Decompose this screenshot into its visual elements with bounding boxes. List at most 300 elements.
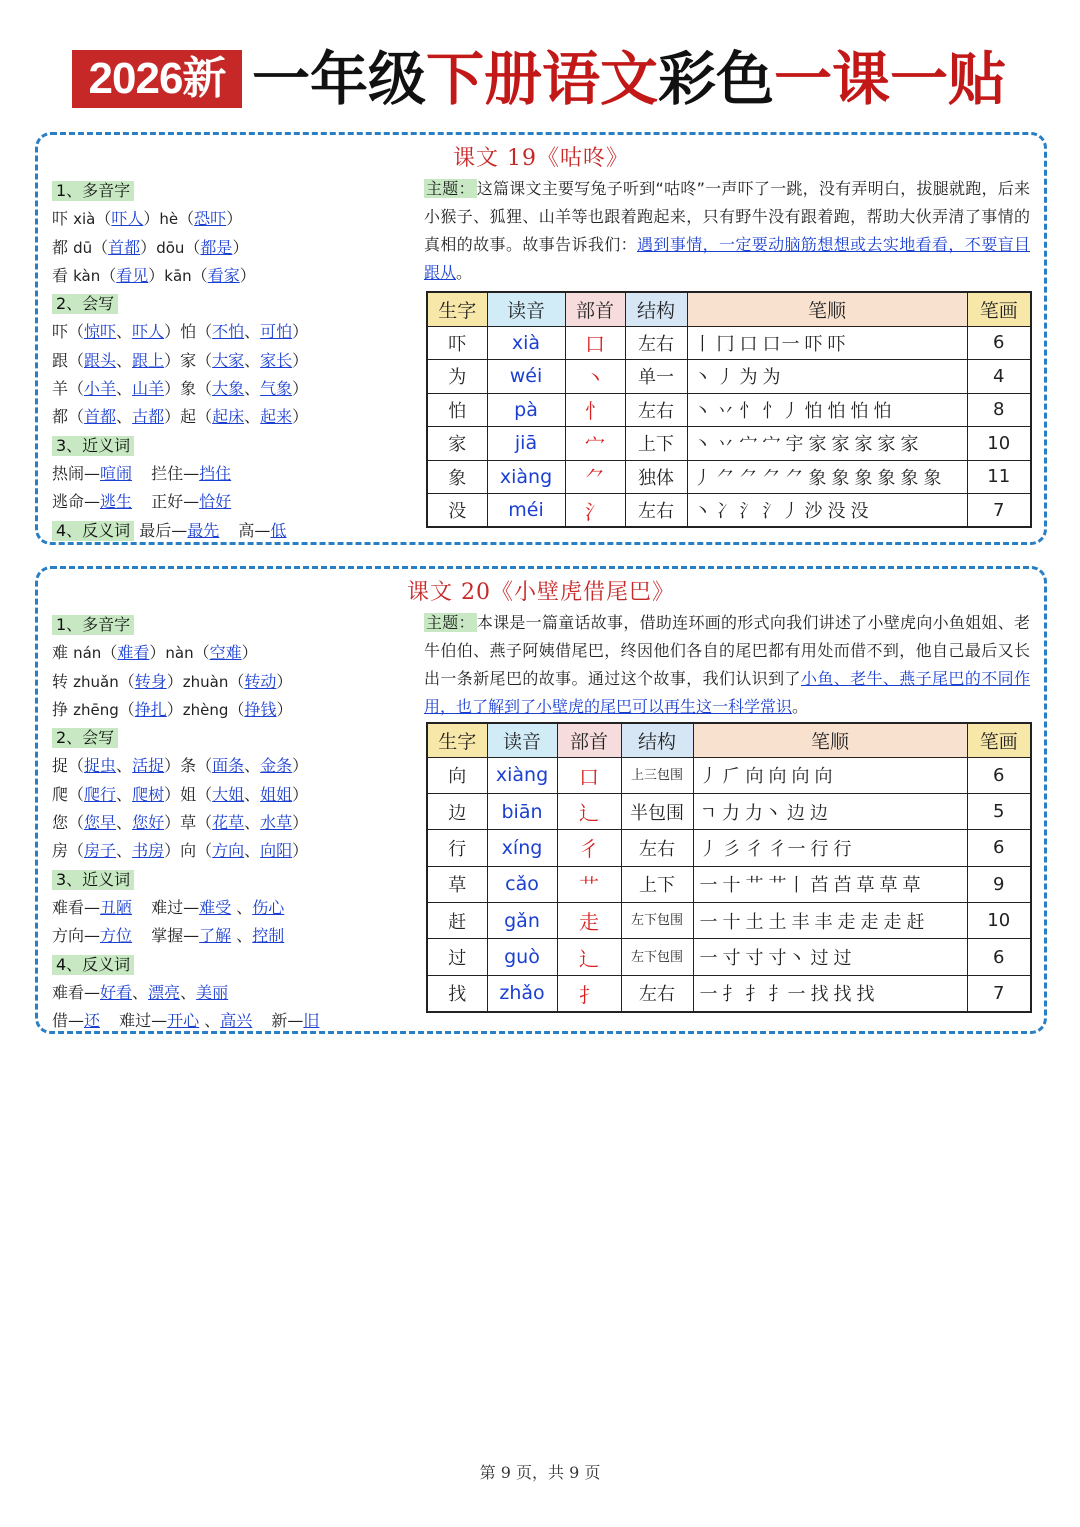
cell-structure: 独体 [625,460,687,494]
cell-stroke-count: 5 [967,793,1031,829]
synonym-link[interactable]: 伤心 [252,897,285,917]
stroke-step: ⺈ [785,467,805,489]
cell-radical: 宀 [565,427,625,461]
huixie-line: 羊（小羊、山羊）象（大象、气象） [52,379,309,399]
antonym-link[interactable]: 旧 [303,1011,320,1031]
lesson-theme [424,609,1030,721]
stroke-step: 草 [902,875,922,897]
synonym-link[interactable]: 逃生 [100,492,133,512]
stroke-step: 氵 [739,501,759,522]
theme-highlight[interactable]: 小鱼、老牛、燕子尾巴的不同作用，也了解到了小壁虎的尾巴可以再生这一科学常识 [424,669,1030,716]
lesson-title: 课文 20《小壁虎借尾巴》 [407,580,675,605]
stroke-step: 家 [877,434,897,456]
antonym-link[interactable]: 还 [84,1011,101,1031]
cell-stroke-order [693,939,967,975]
word-link[interactable]: 山羊 [132,379,165,399]
cell-char: 行 [427,830,487,866]
stroke-step: 一 [699,875,719,897]
huixie-line: 爬（爬行、爬树）姐（大姐、姐姐） [52,784,309,804]
stroke-step: 边 [809,802,829,824]
char: 羊 [52,379,69,399]
word-link[interactable]: 爬行 [84,784,117,804]
theme-highlight[interactable]: 遇到事情，一定要动脑筋想想或去实地看看，不要盲目跟从 [424,235,1030,282]
cell-char: 找 [427,975,487,1011]
cell-structure: 左下包围 [621,939,693,975]
stroke-step: 丰 [791,911,811,933]
pinyin: dōu [156,238,185,257]
synonym-link[interactable]: 恰好 [199,492,232,512]
stroke-step: 𠂆 [722,766,742,788]
antonym-link[interactable]: 美丽 [196,982,229,1002]
char: 草 [180,813,197,833]
char: 向 [180,841,197,861]
char: 吓 [52,209,69,229]
pinyin: dū [73,238,93,257]
huixie-line: 都（首都、古都）起（起床、起来） [52,407,309,427]
pinyin: zhuàn [182,672,229,691]
stroke-step: 向 [791,766,811,788]
stroke-step: 边 [786,802,806,824]
cell-pinyin: xià [487,326,565,360]
theme-text: 本课是一篇童话故事，借助连环画的形式向我们讲述了小壁虎向小鱼姐姐、老牛伯伯、燕子阿姨借尾巴，终因他们各自的尾巴都有用处而借不到，他自己最后又长出一条新尾巴的故事。通过这个故事，我们认识到了 [424,613,1030,688]
duoyinzi-line: 看 kàn（看见）kān（看家） [52,265,256,285]
pinyin: nàn [165,644,194,663]
pinyin: kān [164,266,192,285]
stroke-step: 艹 [745,875,765,897]
char: 挣 [52,699,69,719]
char: 家 [180,350,197,370]
lesson-theme [424,175,1030,287]
title-part-1: 一年级 [252,45,427,113]
table-row [427,939,1031,975]
section-label-fanyi: 4、反义词 [52,521,134,541]
section-label-duoyinzi: 1、多音字 [52,181,134,201]
table-row [427,866,1031,902]
cell-char: 象 [427,460,487,494]
stroke-step: 丨 [693,333,713,355]
stroke-step: 艹丨 [768,875,807,897]
cell-structure: 上三包围 [621,757,693,793]
header-structure: 结构 [621,723,693,757]
table-row [427,757,1031,793]
stroke-step: 家 [808,434,828,456]
cell-char: 吓 [427,326,487,360]
table-row [427,393,1031,427]
word-link[interactable]: 书房 [132,841,165,861]
cell-pinyin: wéi [487,360,565,394]
word-link[interactable]: 水草 [260,813,293,833]
stroke-step: 丷 [716,434,736,456]
duoyinzi-line: 转 zhuǎn（转身）zhuàn（转动） [52,671,293,691]
duoyinzi-line: 吓 xià（吓人）hè（恐吓） [52,209,243,229]
cell-structure: 左右 [625,393,687,427]
cell-stroke-order [687,360,967,394]
huixie-line: 捉（捉虫、活捉）条（面条、金条） [52,756,309,776]
character-table [426,291,1032,528]
cell-radical: 辶 [557,939,621,975]
word-link[interactable]: 首都 [84,407,117,427]
word-link[interactable]: 姐姐 [260,784,293,804]
page-title [252,44,1006,114]
cell-pinyin: jiā [487,427,565,461]
word-link[interactable]: 转身 [134,671,167,691]
word-link[interactable]: 花草 [212,813,245,833]
word: 难过 [151,897,184,917]
char: 跟 [52,350,69,370]
table-row [427,360,1031,394]
word-link[interactable]: 吓人 [111,209,144,229]
pinyin: zhēng [73,700,119,719]
char: 转 [52,671,69,691]
header-stroke-count: 笔画 [967,723,1031,757]
lesson-panel-19 [35,132,1047,545]
cell-structure: 单一 [625,360,687,394]
stroke-step: 扌 [745,984,765,1006]
stroke-step: 向 [814,766,834,788]
word: 热闹 [52,463,85,483]
stroke-step: ㄱ [699,802,718,824]
stroke-step: 吓 [827,333,847,355]
word-link[interactable]: 难看 [117,643,150,663]
cell-char: 赶 [427,903,487,939]
stroke-step: ⺈ [716,467,736,489]
cell-stroke-count: 10 [967,427,1031,461]
cell-pinyin: xíng [487,830,557,866]
stroke-step: 口 [739,333,759,355]
pinyin: zhèng [182,700,229,719]
stroke-step: 冂 [716,333,736,355]
stroke-step: 苩 [833,875,853,897]
word-link[interactable]: 向阳 [260,841,293,861]
cell-pinyin: gǎn [487,903,557,939]
stroke-step: 寸 [722,948,742,970]
stroke-step: 丿 [699,766,719,788]
cell-radical: 扌 [557,975,621,1011]
header-char: 生字 [427,723,487,757]
pinyin: zhuǎn [73,672,119,691]
stroke-step: 冫 [716,501,736,522]
table-row [427,830,1031,866]
stroke-step: 丿 [716,367,736,389]
table-row [427,326,1031,360]
word-link[interactable]: 方向 [212,841,245,861]
stroke-step: 丶 [693,400,713,422]
stroke-step: 为 [739,367,759,389]
table-row [427,494,1031,528]
word-link[interactable]: 活捉 [132,756,165,776]
cell-structure: 上下 [621,866,693,902]
cell-char: 家 [427,427,487,461]
section-label-fanyi: 4、反义词 [52,955,134,975]
cell-stroke-order [687,460,967,494]
cell-stroke-count: 6 [967,830,1031,866]
cell-char: 为 [427,360,487,394]
word: 正好 [151,492,184,512]
stroke-step: ⺈ [762,467,782,489]
stroke-step: 彡 [722,838,742,860]
cell-pinyin: méi [487,494,565,528]
jinyi-line: 逃命—逃生 正好—恰好 [52,492,232,512]
stroke-step: 丿 [699,838,719,860]
cell-structure: 半包围 [621,793,693,829]
antonym-link[interactable]: 开心 [167,1011,200,1031]
pinyin: xià [73,210,96,229]
stroke-step: 沙 [804,501,824,522]
word-link[interactable]: 古都 [132,407,165,427]
synonym-link[interactable]: 控制 [252,926,285,946]
cell-radical: 口 [557,757,621,793]
stroke-step: 丶 [693,434,713,456]
word-link[interactable]: 大姐 [212,784,245,804]
cell-stroke-count: 6 [967,757,1031,793]
section-label-huixie: 2、会写 [52,294,118,314]
stroke-step: 寸丶 [768,948,807,970]
stroke-step: 怕 [850,400,870,422]
stroke-step: 宀 [739,434,759,456]
char: 看 [52,265,69,285]
char: 难 [52,643,69,663]
cell-stroke-count: 6 [967,326,1031,360]
synonym-link[interactable]: 丑陋 [100,897,133,917]
stroke-step: 家 [900,434,920,456]
word-link[interactable]: 房子 [84,841,117,861]
cell-pinyin: pà [487,393,565,427]
char: 捉 [52,756,69,776]
cell-stroke-order [687,393,967,427]
stroke-step: 力 [721,802,741,824]
stroke-step: 象 [808,467,828,489]
char: 房 [52,841,69,861]
stroke-step: 丶 [693,501,713,522]
char: 您 [52,813,69,833]
word-link[interactable]: 爬树 [132,784,165,804]
table-row [427,460,1031,494]
synonym-link[interactable]: 方位 [100,926,133,946]
pinyin: nán [73,644,102,663]
synonym-link[interactable]: 喧闹 [100,463,133,483]
stroke-step: 过 [833,948,853,970]
stroke-step: 象 [831,467,851,489]
word-link[interactable]: 大象 [212,379,245,399]
stroke-step: 氵丿 [762,501,801,522]
word-link[interactable]: 起来 [260,407,293,427]
section-label-huixie: 2、会写 [52,728,118,748]
header-pinyin: 读音 [487,723,557,757]
theme-end: 。 [792,697,809,716]
stroke-step: 土 [745,911,765,933]
stroke-step: 行 [810,838,830,860]
stroke-step: 力丶 [744,802,783,824]
header-radical: 部首 [557,723,621,757]
duoyinzi-line: 难 nán（难看）nàn（空难） [52,643,258,663]
antonym-link[interactable]: 最先 [187,520,220,540]
cell-pinyin: guò [487,939,557,975]
stroke-step: 走 [883,911,903,933]
word: 逃命 [52,492,85,512]
word-link[interactable]: 挣钱 [244,699,277,719]
page-footer: 第 9 页，共 9 页 [479,1463,601,1482]
cell-radical: 丶 [565,360,625,394]
word-link[interactable]: 您早 [84,813,117,833]
word: 拦住 [151,463,184,483]
synonym-link[interactable]: 了解 [199,926,232,946]
word-link[interactable]: 惊吓 [84,322,117,342]
header-radical: 部首 [565,292,625,326]
duoyinzi-line: 挣 zhēng（挣扎）zhèng（挣钱） [52,699,293,719]
word-link[interactable]: 吓人 [132,322,165,342]
word-link[interactable]: 都是 [200,237,233,257]
header-pinyin: 读音 [487,292,565,326]
stroke-step: 找 [833,984,853,1006]
cell-stroke-count: 8 [967,393,1031,427]
word-link[interactable]: 大家 [212,350,245,370]
cell-structure: 左右 [621,975,693,1011]
vocab-column [52,177,422,545]
word-link[interactable]: 挣扎 [134,699,167,719]
stroke-step: 扌一 [768,984,807,1006]
cell-structure: 上下 [625,427,687,461]
page-header [0,44,1080,116]
word-link[interactable]: 恐吓 [194,209,227,229]
stroke-step: 怕 [804,400,824,422]
synonym-link[interactable]: 难受 [199,897,232,917]
cell-stroke-count: 9 [967,866,1031,902]
header-stroke-count: 笔画 [967,292,1031,326]
word: 难看 [52,897,85,917]
stroke-step: 走 [860,911,880,933]
stroke-step: 家 [831,434,851,456]
stroke-step: 忄丿 [762,400,801,422]
word-link[interactable]: 小羊 [84,379,117,399]
char: 条 [180,756,197,776]
stroke-step: 一 [699,911,719,933]
word-link[interactable]: 看见 [116,265,149,285]
cell-stroke-count: 6 [967,939,1031,975]
cell-structure: 左右 [621,830,693,866]
antonym-link[interactable]: 好看 [100,982,133,1002]
cell-stroke-count: 11 [967,460,1031,494]
duoyinzi-line: 都 dū（首都）dōu（都是） [52,237,249,257]
stroke-step: 丿 [693,467,713,489]
cell-stroke-order [693,975,967,1011]
stroke-step: 草 [856,875,876,897]
synonym-link[interactable]: 挡住 [199,463,232,483]
cell-structure: 左右 [625,326,687,360]
word-link[interactable]: 起床 [212,407,245,427]
jinyi-line: 热闹—喧闹 拦住—挡住 [52,463,232,483]
stroke-step: 扌 [722,984,742,1006]
antonym-link[interactable]: 高兴 [220,1011,253,1031]
word: 借 [52,1011,69,1031]
word-link[interactable]: 捉虫 [84,756,117,776]
stroke-step: 象 [923,467,943,489]
stroke-step: 口一 [762,333,801,355]
word-link[interactable]: 跟上 [132,350,165,370]
stroke-step: 丶 [693,367,713,389]
huixie-line: 跟（跟头、跟上）家（大家、家长） [52,350,309,370]
cell-stroke-count: 10 [967,903,1031,939]
stroke-step: 象 [900,467,920,489]
jinyi-line: 方向—方位 掌握—了解 、控制 [52,926,285,946]
word: 掌握 [151,926,184,946]
header-structure: 结构 [625,292,687,326]
word: 新 [271,1011,288,1031]
cell-stroke-order [687,326,967,360]
char: 爬 [52,784,69,804]
stroke-step: 寸 [745,948,765,970]
stroke-step: 向 [768,766,788,788]
char: 起 [180,407,197,427]
word-link[interactable]: 跟头 [84,350,117,370]
word-link[interactable]: 气象 [260,379,293,399]
word-link[interactable]: 看家 [207,265,240,285]
stroke-step: ⺈ [739,467,759,489]
cell-radical: ⺈ [565,460,625,494]
word: 高 [238,520,255,540]
stroke-step: 草 [879,875,899,897]
antonym-link[interactable]: 低 [270,520,287,540]
huixie-line: 您（您早、您好）草（花草、水草） [52,813,309,833]
word: 方向 [52,926,85,946]
stroke-step: 忄 [739,400,759,422]
stroke-step: 向 [745,766,765,788]
cell-stroke-order [693,793,967,829]
stroke-step: 一 [699,984,719,1006]
cell-stroke-order [693,903,967,939]
theme-text: 这篇课文主要写兔子听到“咕咚”一声吓了一跳，没有弄明白，拔腿就跑，后来小猴子、狐狸、山羊等也跟着跑起来，只有野牛没有跟着跑，帮助大伙弄清了事情的真相的故事。故事告诉我们： [424,179,1030,254]
stroke-step: 怕 [873,400,893,422]
char: 象 [180,379,197,399]
word-link[interactable]: 家长 [260,350,293,370]
stroke-step: 十 [722,911,742,933]
cell-char: 边 [427,793,487,829]
cell-char: 向 [427,757,487,793]
stroke-step: 彳一 [768,838,807,860]
cell-stroke-count: 7 [967,975,1031,1011]
vocab-column [52,611,422,1035]
table-row [427,793,1031,829]
stroke-step: 彳 [745,838,765,860]
cell-char: 草 [427,866,487,902]
word-link[interactable]: 空难 [209,643,242,663]
antonym-link[interactable]: 漂亮 [148,982,181,1002]
word-link[interactable]: 金条 [260,756,293,776]
cell-stroke-order [693,757,967,793]
word-link[interactable]: 首都 [108,237,141,257]
word-link[interactable]: 转动 [244,671,277,691]
table-row [427,903,1031,939]
cell-char: 没 [427,494,487,528]
cell-pinyin: xiàng [487,757,557,793]
stroke-step: 走 [837,911,857,933]
word-link[interactable]: 您好 [132,813,165,833]
cell-char: 过 [427,939,487,975]
header-stroke-order: 笔顺 [687,292,967,326]
word-link[interactable]: 不怕 [212,322,245,342]
stroke-step: 十 [722,875,742,897]
year-badge: 2026新 [72,50,242,108]
stroke-step: 宀 [762,434,782,456]
cell-stroke-order [687,494,967,528]
word-link[interactable]: 面条 [212,756,245,776]
theme-label: 主题： [426,179,475,198]
cell-stroke-order [687,427,967,461]
stroke-step: 象 [877,467,897,489]
word-link[interactable]: 可怕 [260,322,293,342]
cell-pinyin: zhǎo [487,975,557,1011]
fanyi-line: 借—还 难过—开心 、高兴 新—旧 [52,1011,320,1031]
cell-radical: 辶 [557,793,621,829]
